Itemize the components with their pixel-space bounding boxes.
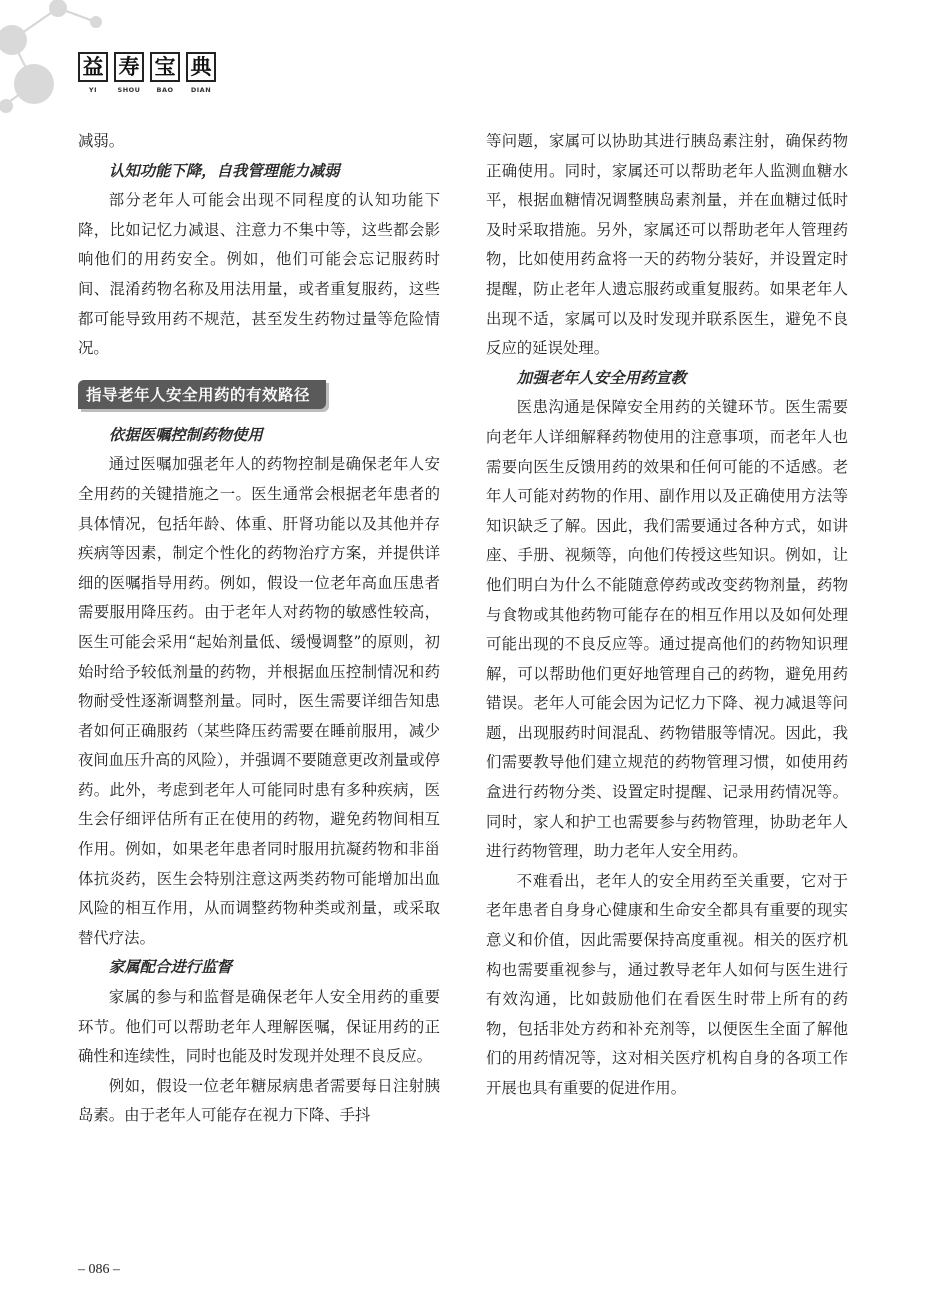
logo-pinyin: SHOU (117, 86, 141, 94)
left-column (78, 127, 440, 1131)
logo-pinyin: DIAN (190, 86, 212, 94)
logo-char: 典 (186, 52, 216, 82)
logo-char: 寿 (114, 52, 144, 82)
subheading: 认知功能下降，自我管理能力减弱 (108, 161, 340, 180)
paragraph: 通过医嘱加强老年人的药物控制是确保老年人安全用药的关键措施之一。医生通常会根据老年患者的具体情况，包括年龄、体重、肝肾功能以及其他并存疾病等因素，制定个性化的药物治疗方案，并提供详细的医嘱指导用药。例如，假设一位老年高血压患者需要服用降压药。由于老年人对药物的敏感性较高，医生可能会采用“起始剂量低、缓慢调整”的原则，初始时给予较低剂量的药物，并根据血压控制情况和药物耐受性逐渐调整剂量。同时，医生需要详细告知患者如何正确服药（某些降压药需要在睡前服用，减少夜间血压升高的风险），并强调不要随意更改剂量或停药。此外，考虑到老年人可能同时患有多种疾病，医生会仔细评估所有正在使用的药物，避免药物间相互作用。例如，如果老年患者同时服用抗凝药物和非甾体抗炎药，医生会特别注意这两类药物可能增加出血风险的相互作用，从而调整药物种类或剂量，或采取替代疗法。 (78, 455, 440, 947)
subheading: 家属配合进行监督 (108, 958, 232, 977)
right-column (486, 127, 848, 1104)
subheading: 加强老年人安全用药宣教 (516, 368, 687, 387)
logo-char: 宝 (150, 52, 180, 82)
paragraph: 例如，假设一位老年糖尿病患者需要每日注射胰岛素。由于老年人可能存在视力下降、手抖 (78, 1076, 440, 1125)
magazine-logo (78, 52, 216, 94)
logo-char: 益 (78, 52, 108, 82)
paragraph: 等问题，家属可以协助其进行胰岛素注射，确保药物正确使用。同时，家属还可以帮助老年人监测血糖水平，根据血糖情况调整胰岛素剂量，并在血糖过低时及时采取措施。另外，家属还可以帮助老年人管理药物，比如使用药盒将一天的药物分装好，并设置定时提醒，防止老年人遗忘服药或重复服药。如果老年人出现不适，家属可以及时发现并联系医生，避免不良反应的延误处理。 (486, 132, 848, 358)
logo-pinyin: BAO (156, 86, 174, 94)
paragraph: 家属的参与和监督是确保老年人安全用药的重要环节。他们可以帮助老年人理解医嘱，保证用药的正确性和连续性，同时也能及时发现并处理不良反应。 (78, 988, 440, 1066)
subheading: 依据医嘱控制药物使用 (108, 425, 263, 444)
logo-pinyin: YI (88, 86, 98, 94)
section-heading: 指导老年人安全用药的有效路径 (78, 380, 326, 409)
page-number: – 086 – (78, 1262, 120, 1277)
paragraph: 减弱。 (78, 132, 125, 150)
paragraph: 医患沟通是保障安全用药的关键环节。医生需要向老年人详细解释药物使用的注意事项，而老年人也需要向医生反馈用药的效果和任何可能的不适感。老年人可能对药物的作用、副作用以及正确使用方法等知识缺乏了解。因此，我们需要通过各种方式，如讲座、手册、视频等，向他们传授这些知识。例如，让他们明白为什么不能随意停药或改变药物剂量，药物与食物或其他药物可能存在的相互作用以及如何处理可能出现的不良反应等。通过提高他们的药物知识理解，可以帮助他们更好地管理自己的药物，避免用药错误。老年人可能会因为记忆力下降、视力减退等问题，出现服药时间混乱、药物错服等情况。因此，我们需要教导他们建立规范的药物管理习惯，如使用药盒进行药物分类、设置定时提醒、记录用药情况等。同时，家人和护工也需要参与药物管理，协助老年人进行药物管理，助力老年人安全用药。 (486, 398, 848, 861)
paragraph: 部分老年人可能会出现不同程度的认知功能下降，比如记忆力减退、注意力不集中等，这些都会影响他们的用药安全。例如，他们可能会忘记服药时间、混淆药物名称及用法用量，或者重复服药，这些都可能导致用药不规范，甚至发生药物过量等危险情况。 (78, 191, 440, 358)
paragraph: 不难看出，老年人的安全用药至关重要，它对于老年患者自身身心健康和生命安全都具有重要的现实意义和价值，因此需要保持高度重视。相关的医疗机构也需要重视参与，通过教导老年人如何与医生进行有效沟通，比如鼓励他们在看医生时带上所有的药物，包括非处方药和补充剂等，以便医生全面了解他们的用药情况等，这对相关医疗机构自身的各项工作开展也具有重要的促进作用。 (486, 871, 848, 1097)
